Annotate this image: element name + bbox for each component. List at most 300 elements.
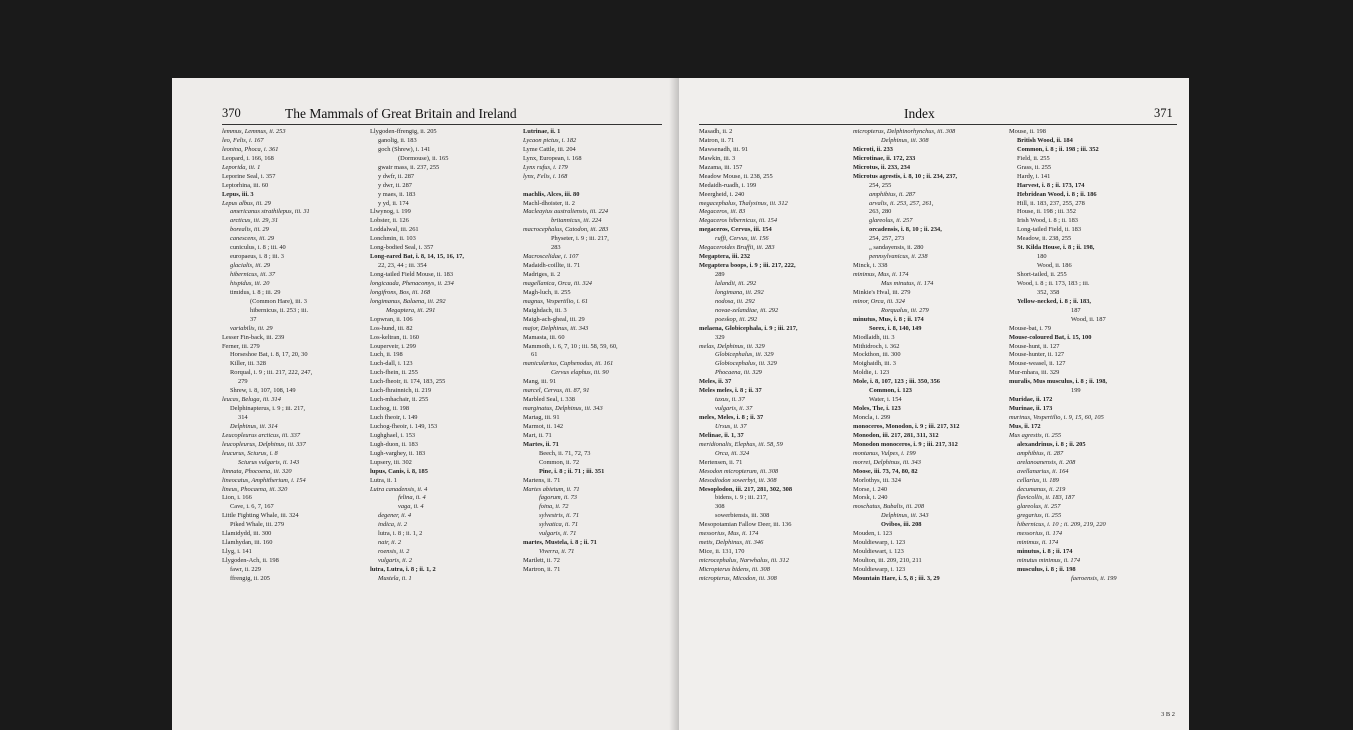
index-entry: Megaptera boops, i. 9 ; iii. 217, 222, <box>699 262 796 270</box>
index-entry: Leopard, i. 166, 168 <box>222 154 274 162</box>
index-entry: decumanus, ii. 219 <box>1017 485 1066 493</box>
left-page <box>172 78 679 730</box>
index-entry: Viverra, ii. 71 <box>539 548 575 556</box>
index-entry: Mouldiewart, i. 123 <box>853 548 904 556</box>
index-entry: longimanus, Balaena, iii. 292 <box>370 297 446 305</box>
index-entry: Lutra canadensis, ii. 4 <box>370 485 428 493</box>
index-entry: Mus, ii. 172 <box>1009 422 1041 430</box>
index-entry: House, ii. 198 ; iii. 352 <box>1017 208 1076 216</box>
index-entry: Lyme Cattle, iii. 204 <box>523 145 576 153</box>
index-entry: Megaptera, iii. 232 <box>699 253 751 261</box>
index-entry: Luchog, ii. 198 <box>370 405 410 413</box>
index-entry: ganolig, ii. 183 <box>378 136 417 144</box>
index-entry: fawr, ii. 229 <box>230 565 261 573</box>
index-entry: 308 <box>715 503 725 511</box>
index-entry: microcephalus, Narwhalus, iii. 312 <box>699 557 789 564</box>
index-entry: Luch-mhachair, ii. 255 <box>370 396 429 404</box>
index-entry: Short-tailed, ii. 255 <box>1017 271 1067 278</box>
index-entry: Louperveir, i. 299 <box>370 342 416 350</box>
index-entry: micropterus, Micodon, iii. 308 <box>699 574 777 582</box>
index-entry: magnus, Vespertilio, i. 61 <box>523 297 588 305</box>
index-entry: Minkie's Hval, iii. 279 <box>853 288 911 296</box>
index-entry: vulgaris, ii. 2 <box>378 557 413 564</box>
index-entry: Moulton, iii. 209, 210, 211 <box>853 557 922 564</box>
index-entry: martes, Mustela, i. 8 ; ii. 71 <box>523 539 597 547</box>
index-entry: Machl-dhoister, ii. 2 <box>523 199 575 207</box>
printer-signature: 3 B 2 <box>1161 711 1175 718</box>
index-entry: Delphinus, iii. 343 <box>881 512 929 520</box>
index-entry: Matron, ii. 71 <box>699 136 735 144</box>
index-entry: Luch-fheoir, ii. 174, 183, 255 <box>370 378 446 386</box>
index-entry: Piked Whale, iii. 279 <box>230 521 285 529</box>
index-entry: Rorqualus, iii. 279 <box>881 306 929 314</box>
index-entry: Mouldiewarp, i. 123 <box>853 565 906 573</box>
index-entry: longimana, iii. 292 <box>715 288 764 296</box>
index-entry: Lynx, European, i. 168 <box>523 154 582 162</box>
index-entry: Mawkin, iii. 3 <box>699 154 736 162</box>
index-entry: Irish Wood, i. 8 ; ii. 183 <box>1017 217 1078 225</box>
index-entry: Common, i. 8 ; ii. 198 ; iii. 352 <box>1017 145 1099 153</box>
index-entry: 329 <box>715 333 725 341</box>
index-column-left-1 <box>222 128 362 584</box>
index-entry: ffrengig, ii. 205 <box>230 574 270 582</box>
right-page <box>679 78 1189 730</box>
index-entry: moschatus, Bubalis, iii. 208 <box>853 503 925 511</box>
index-entry: Mouse-coloured Bat, i. 15, 100 <box>1009 333 1092 341</box>
index-entry: (Common Hare), iii. 3 <box>250 297 307 305</box>
index-entry: Moncla, i. 299 <box>853 414 891 421</box>
index-entry: magellanica, Orca, iii. 324 <box>523 279 592 287</box>
index-entry: Masadh, ii. 2 <box>699 128 733 135</box>
index-entry: minutus, Mus, i. 8 ; ii. 174 <box>853 315 924 323</box>
index-entry: Microti, ii. 233 <box>853 145 893 153</box>
index-entry: gwair mass, ii. 237, 255 <box>378 163 440 171</box>
index-entry: europaeus, i. 8 ; iii. 3 <box>230 253 284 261</box>
index-entry: monoceros, Monodon, i. 9 ; iii. 217, 312 <box>853 422 960 430</box>
index-entry: Martes, ii. 71 <box>523 440 559 448</box>
header-rule-right <box>699 124 1177 125</box>
index-entry: Macleayius australiensis, iii. 224 <box>523 208 609 216</box>
index-entry: glareolus, ii. 257 <box>869 217 913 225</box>
index-entry: novae-zelandiae, iii. 292 <box>715 306 779 314</box>
index-entry: Llwynog, i. 199 <box>370 208 411 216</box>
index-entry: Moighaidh, iii. 3 <box>853 360 896 368</box>
index-entry: hispidus, iii. 20 <box>230 279 270 287</box>
index-entry: Muridae, ii. 172 <box>1009 396 1053 404</box>
index-entry: 254, 257, 273 <box>869 235 905 243</box>
index-entry: Miodlaidh, iii. 3 <box>853 333 895 341</box>
index-entry: Mawsenadh, iii. 91 <box>699 145 748 153</box>
index-entry: sowerbiensis, iii. 308 <box>715 512 770 520</box>
index-entry: Lycaon pictus, i. 182 <box>523 136 577 144</box>
index-entry: foina, ii. 72 <box>539 503 569 511</box>
index-entry: amphibius, ii. 287 <box>1017 449 1064 457</box>
index-entry: felina, ii. 4 <box>398 494 426 502</box>
index-entry: leonina, Phoca, i. 361 <box>222 145 279 153</box>
index-entry: St. Kilda House, i. 8 ; ii. 198, <box>1017 244 1095 252</box>
index-entry: Mustela, ii. 1 <box>378 574 412 582</box>
index-entry: musculus, i. 8 ; ii. 198 <box>1017 565 1076 573</box>
index-entry: Mice, ii. 131, 170 <box>699 548 745 556</box>
index-entry: Llyg, i. 141 <box>222 548 252 556</box>
index-entry: Llamhydan, iii. 160 <box>222 539 273 547</box>
index-entry: Beech, ii. 71, 72, 73 <box>539 449 591 457</box>
running-head-right: Index <box>904 106 935 121</box>
index-entry: Ursus, ii. 37 <box>715 422 747 430</box>
index-entry: minimus, ii. 174 <box>1017 539 1059 547</box>
index-entry: Sorex, i. 8, 140, 149 <box>869 324 922 332</box>
index-entry: Mesodiodon sowerbyi, iii. 308 <box>699 476 777 484</box>
index-entry: Lobster, ii. 126 <box>370 217 409 225</box>
index-entry: timidus, i. 8 ; iii. 29 <box>230 288 281 296</box>
index-entry: Lepus, iii. 3 <box>222 190 254 198</box>
index-entry: „ sandayensis, ii. 280 <box>869 244 924 252</box>
index-entry: Morlothys, iii. 324 <box>853 476 901 484</box>
index-entry: Meergheid, i. 240 <box>699 190 745 198</box>
index-entry: Lutrinae, ii. 1 <box>523 128 561 135</box>
index-entry: 180 <box>1037 253 1047 261</box>
index-entry: amphibius, ii. 287 <box>869 190 916 198</box>
index-entry: leo, Felis, i. 167 <box>222 136 264 144</box>
index-entry: murinus, Vespertilio, i. 9, 15, 60, 105 <box>1009 414 1104 421</box>
index-entry: Llamidydd, iii. 300 <box>222 530 272 538</box>
index-entry: Macroscelidae, i. 107 <box>523 253 579 261</box>
index-entry: Luch-fhein, ii. 255 <box>370 369 418 377</box>
index-entry: y maes, ii. 183 <box>378 190 416 198</box>
index-entry: 283 <box>551 244 561 252</box>
index-entry: arvalis, ii. 253, 257, 261, <box>869 199 934 207</box>
index-entry: Mole, i. 8, 107, 123 ; iii. 350, 356 <box>853 378 940 386</box>
index-entry: Leporida, iii. 1 <box>222 163 261 171</box>
index-entry: Lopwran, ii. 106 <box>370 315 413 323</box>
index-entry: 199 <box>1071 387 1081 395</box>
index-entry: Magh-luch, ii. 255 <box>523 288 571 296</box>
index-entry: Mouse-weasel, ii. 127 <box>1009 360 1066 368</box>
index-entry: Megaceros, iii. 83 <box>699 208 746 216</box>
index-column-right-3 <box>1009 128 1185 584</box>
index-entry: vulgaris, ii. 37 <box>715 405 753 413</box>
index-entry: Monodon monoceros, i. 9 ; iii. 217, 312 <box>853 440 958 448</box>
index-entry: Luchog-fheoir, i. 149, 153 <box>370 422 438 430</box>
index-entry: Hebridean Wood, i. 8 ; ii. 186 <box>1017 190 1097 198</box>
index-entry: Morsk, i. 240 <box>853 494 888 502</box>
index-entry: Lynx rufus, i. 179 <box>523 163 568 171</box>
index-entry: Martes abietum, ii. 71 <box>523 485 580 493</box>
index-entry: Meles, ii. 37 <box>699 378 732 386</box>
index-entry: Pine, i. 8 ; ii. 71 ; iii. 351 <box>539 467 605 475</box>
index-entry: Mesoplodon, iii. 217, 281, 302, 308 <box>699 485 793 493</box>
index-entry: longifrons, Bos, iii. 168 <box>370 288 431 296</box>
index-entry: Mithidroch, i. 362 <box>853 342 900 350</box>
page-number-right: 371 <box>1154 106 1173 120</box>
index-entry: Madaidh-coillte, ii. 71 <box>523 262 581 270</box>
index-entry: pennsylvanicus, ii. 238 <box>869 253 928 261</box>
index-entry: Luch-fhrainnich, ii. 219 <box>370 387 432 395</box>
index-entry: Lesser Fin-back, iii. 239 <box>222 333 285 341</box>
index-entry: Delphinapterus, i. 9 ; iii. 217, <box>230 405 306 413</box>
index-entry: Cervus elaphus, iii. 90 <box>551 369 609 377</box>
page-number-left: 370 <box>222 106 241 120</box>
index-entry: variabilis, iii. 29 <box>230 324 273 332</box>
index-entry: Harvest, i. 8 ; ii. 173, 174 <box>1017 181 1085 189</box>
index-entry: Maighdach, iii. 3 <box>523 306 567 314</box>
index-entry: faeroensis, ii. 199 <box>1071 574 1117 582</box>
index-entry: cuniculus, i. 8 ; iii. 40 <box>230 244 286 252</box>
index-entry: Los-hund, iii. 82 <box>370 324 413 332</box>
index-entry: lalandii, iii. 292 <box>715 279 757 287</box>
header-rule-left <box>222 124 662 125</box>
index-entry: Mertensen, ii. 71 <box>699 458 743 466</box>
index-entry: Mesodon micropterum, iii. 308 <box>699 467 779 475</box>
running-head-left: The Mammals of Great Britain and Ireland <box>285 106 517 121</box>
index-entry: 254, 255 <box>869 181 892 189</box>
index-entry: lineus, Phocaena, iii. 320 <box>222 485 288 493</box>
index-entry: nodosa, iii. 292 <box>715 297 755 305</box>
index-entry: Moose, iii. 73, 74, 80, 82 <box>853 467 918 475</box>
index-entry: Medaidh-ruadh, i. 199 <box>699 181 757 189</box>
index-entry: Orca, iii. 324 <box>715 449 750 457</box>
index-entry: melaena, Globicephala, i. 9 ; iii. 217, <box>699 324 798 332</box>
index-entry: Mouldiewarp, i. 123 <box>853 539 906 547</box>
index-entry: Mouse, ii. 198 <box>1009 128 1046 135</box>
index-entry: Moles, The, i. 123 <box>853 405 901 413</box>
index-entry: Mouse-hunter, ii. 127 <box>1009 351 1065 359</box>
index-entry: leucopleurus, Delphinus, iii. 337 <box>222 440 306 448</box>
index-entry: Cave, i. 6, 7, 167 <box>230 503 274 511</box>
index-entry: Morse, i. 240 <box>853 485 888 493</box>
index-entry: nair, ii. 2 <box>378 539 402 547</box>
index-entry: Horseshoe Bat, i. 8, 17, 20, 30 <box>230 351 308 359</box>
index-entry: Meles meles, i. 8 ; ii. 37 <box>699 387 762 395</box>
index-entry: Mouden, i. 123 <box>853 530 893 538</box>
index-entry: Llygoden-Ach, ii. 198 <box>222 557 279 564</box>
index-entry: minimus, Mus, ii. 174 <box>853 271 909 278</box>
index-entry: marcel, Cervus, iii. 87, 91 <box>523 387 590 395</box>
index-entry: manicularius, Cuphenodus, iii. 161 <box>523 360 614 368</box>
index-entry: Long-tailed Field, ii. 183 <box>1017 226 1082 234</box>
index-entry: Phocaena, iii. 329 <box>715 369 762 377</box>
index-entry: Leptorhina, iii. 60 <box>222 181 269 189</box>
index-entry: bidens, i. 9 ; iii. 217, <box>715 494 768 502</box>
index-entry: Llygoden-ffrengig, ii. 205 <box>370 128 437 135</box>
index-entry: Sciurus vulgaris, ii. 143 <box>238 458 300 466</box>
index-entry: Microtus agrestis, i. 8, 10 ; ii. 234, 237, <box>853 172 958 180</box>
index-entry: flavicollis, ii. 183, 187 <box>1017 494 1075 502</box>
index-entry: sylvestris, ii. 71 <box>539 512 580 520</box>
index-entry: hibernicus, i. 10 ; ii. 209, 219, 220 <box>1017 521 1106 529</box>
index-entry: Mamasta, iii. 60 <box>523 333 565 341</box>
index-entry: Mesopotamian Fallow Deer, iii. 136 <box>699 521 792 529</box>
index-entry: Loddalwal, iii. 261 <box>370 226 419 234</box>
index-entry: micropterus, Delphinorhynchus, iii. 308 <box>853 128 956 135</box>
index-entry: Maigh-ach-gheal, iii. 29 <box>523 315 585 323</box>
index-entry: fagorum, ii. 73 <box>539 494 577 502</box>
index-entry: 352, 358 <box>1037 288 1060 296</box>
index-entry: Megaceroides Bruffii, iii. 283 <box>699 244 775 252</box>
index-entry: marginatus, Delphinus, iii. 343 <box>523 405 603 413</box>
index-entry: Martlett, ii. 72 <box>523 557 560 564</box>
index-entry: Grass, ii. 255 <box>1017 163 1052 171</box>
index-entry: Physeter, i. 9 ; iii. 217, <box>551 235 609 243</box>
index-entry: Hardy, i. 141 <box>1017 172 1051 180</box>
index-entry: degener, ii. 4 <box>378 512 412 520</box>
index-entry: Mus minutus, ii. 174 <box>881 279 934 287</box>
index-entry: leucurus, Sciurus, i. 8 <box>222 449 278 457</box>
index-entry: melas, Delphinus, iii. 329 <box>699 342 765 350</box>
index-entry: Moldie, i. 123 <box>853 369 890 377</box>
index-entry: canescens, iii. 29 <box>230 235 275 243</box>
index-entry: Ovibos, iii. 208 <box>881 521 922 529</box>
index-entry: 263, 280 <box>869 208 892 216</box>
index-entry: hibernicus, ii. 253 ; iii. <box>250 306 309 314</box>
index-entry: Meadow Mouse, ii. 238, 255 <box>699 172 773 180</box>
index-entry: megacephalus, Thalysinus, iii. 312 <box>699 199 788 207</box>
index-entry: Madriges, ii. 2 <box>523 271 561 278</box>
index-entry: Globiocephalus, iii. 329 <box>715 360 777 368</box>
index-entry: major, Delphinus, iii. 343 <box>523 324 589 332</box>
index-entry: meles, Meles, i. 8 ; ii. 37 <box>699 414 764 421</box>
index-entry: 289 <box>715 271 725 278</box>
index-column-left-2 <box>370 128 510 584</box>
index-entry: muralis, Mus musculus, i. 8 ; ii. 198, <box>1009 378 1108 386</box>
index-entry: borealis, iii. 29 <box>230 226 269 234</box>
index-entry: Common, i. 123 <box>869 387 912 395</box>
index-entry: orcadensis, i. 8, 10 ; ii. 234, <box>869 226 942 234</box>
index-entry: Micropterus bidens, iii. 308 <box>699 565 770 573</box>
index-entry: montanus, Vulpes, i. 199 <box>853 449 916 457</box>
index-entry: 187 <box>1071 306 1081 314</box>
index-entry: Leucopleurus arcticus, iii. 337 <box>222 431 301 439</box>
index-entry: Megaceros hibernicus, iii. 154 <box>699 217 778 225</box>
index-entry: minor, Orca, iii. 324 <box>853 297 905 305</box>
index-entry: messorius, ii. 174 <box>1017 530 1063 538</box>
index-entry: glareolus, ii. 257 <box>1017 503 1061 511</box>
index-entry: Water, i. 154 <box>869 396 902 404</box>
index-entry: britannicus, iii. 224 <box>551 217 602 225</box>
index-entry: lutra, i. 8 ; ii. 1, 2 <box>378 530 423 538</box>
index-entry: Melinae, ii. 1, 37 <box>699 431 744 439</box>
index-entry: Mockthon, iii. 300 <box>853 351 901 359</box>
index-entry: Wood, ii. 187 <box>1071 315 1106 323</box>
index-entry <box>523 182 673 191</box>
index-entry: Luch-dall, i. 123 <box>370 360 413 368</box>
index-entry: Killer, iii. 328 <box>230 360 266 368</box>
index-entry: goch (Shrew), i. 141 <box>378 145 431 153</box>
index-entry: lutra, Lutra, i. 8 ; ii. 1, 2 <box>370 565 436 573</box>
index-entry: vulgaris, ii. 71 <box>539 530 577 538</box>
index-entry: Lonchmin, ii. 103 <box>370 235 416 243</box>
index-entry: morrei, Delphinus, iii. 343 <box>853 458 921 466</box>
index-entry: Martron, ii. 71 <box>523 565 561 573</box>
index-entry: y dwr, ii. 287 <box>378 181 413 189</box>
index-entry: Martens, ii. 71 <box>523 476 561 484</box>
index-entry: Mus agrestis, ii. 255 <box>1009 431 1062 439</box>
index-entry: Microtus, ii. 233, 234 <box>853 163 911 171</box>
index-entry: Murinae, ii. 173 <box>1009 405 1053 413</box>
index-entry: Common, ii. 72 <box>539 458 580 466</box>
index-entry: Luch, ii. 198 <box>370 351 403 359</box>
index-entry: Yellow-necked, i. 8 ; ii. 183, <box>1017 297 1092 305</box>
index-entry: 61 <box>531 351 538 359</box>
index-entry: Hill, ii. 183, 237, 255, 278 <box>1017 199 1085 207</box>
index-entry: Marmot, ii. 142 <box>523 422 564 430</box>
index-entry: lemmus, Lemmus, ii. 253 <box>222 128 286 135</box>
index-entry: Los-keltran, ii. 160 <box>370 333 419 341</box>
index-entry: longicauda, Phenacomys, ii. 234 <box>370 279 454 287</box>
index-entry: avellanarius, ii. 164 <box>1017 467 1069 475</box>
index-entry: cellarius, ii. 189 <box>1017 476 1059 484</box>
index-entry: minutus, i. 8 ; ii. 174 <box>1017 548 1073 556</box>
index-entry: arcticus, iii. 29, 31 <box>230 217 279 225</box>
index-entry: taxus, ii. 37 <box>715 396 745 404</box>
index-entry: Wood, ii. 186 <box>1037 262 1072 270</box>
index-entry: Meadow, ii. 238, 255 <box>1017 235 1072 243</box>
index-entry: Lepus albus, iii. 29 <box>222 199 271 207</box>
index-entry: Lugh-varghey, ii. 183 <box>370 449 426 457</box>
index-entry: Monodon, iii. 217, 281, 311, 312 <box>853 431 939 439</box>
index-entry: vaga, ii. 4 <box>398 503 424 511</box>
index-column-right-2 <box>853 128 1015 584</box>
index-entry: Mart, ii. 71 <box>523 431 552 439</box>
index-entry: Lutra, ii. 1 <box>370 476 397 484</box>
index-entry: americanus strathilepus, iii. 31 <box>230 208 310 216</box>
index-entry: Mountain Hare, i. 5, 8 ; iii. 3, 29 <box>853 574 940 582</box>
index-entry: minutus minimus, ii. 174 <box>1017 557 1081 564</box>
index-entry: 22, 23, 44 ; iii. 354 <box>378 262 427 270</box>
index-entry: leucas, Beluga, iii. 314 <box>222 396 281 404</box>
index-entry: Field, ii. 255 <box>1017 154 1050 162</box>
index-entry: hibernicus, iii. 37 <box>230 271 276 278</box>
index-entry: limnata, Phocoena, iii. 320 <box>222 467 292 475</box>
index-entry: glacialis, iii. 29 <box>230 262 271 270</box>
index-entry: Leporine Seal, i. 357 <box>222 172 276 180</box>
index-entry: roensis, ii. 2 <box>378 548 410 556</box>
index-entry: 314 <box>238 414 248 421</box>
index-entry: ruffi, Cervus, iii. 156 <box>715 235 769 243</box>
index-entry: Mouse-bat, i. 79 <box>1009 324 1051 332</box>
index-entry: Mouse-hunt, ii. 127 <box>1009 342 1060 350</box>
index-entry: Luch fheoir, i. 149 <box>370 414 418 421</box>
index-entry: Microtinae, ii. 172, 233 <box>853 154 916 162</box>
index-entry: Shrew, i. 8, 107, 108, 149 <box>230 387 296 395</box>
index-entry: Lion, i. 166 <box>222 494 252 502</box>
index-entry: y yd, ii. 174 <box>378 199 409 207</box>
index-entry: (Dormouse), ii. 165 <box>398 154 449 162</box>
index-entry: alexandrinus, i. 8 ; ii. 205 <box>1017 440 1086 448</box>
index-entry: Lughghael, i. 153 <box>370 431 416 439</box>
index-entry: 279 <box>238 378 248 386</box>
index-entry: meridionalis, Elephas, iii. 58, 59 <box>699 440 783 448</box>
index-entry: megaceros, Cervus, iii. 154 <box>699 226 772 234</box>
index-entry: messorius, Mus, ii. 174 <box>699 530 759 538</box>
index-entry: Martag, iii. 91 <box>523 414 560 421</box>
index-entry: Delphinus, iii. 308 <box>881 136 929 144</box>
index-entry: Lugh-duon, ii. 183 <box>370 440 418 448</box>
index-entry: Mur-mhara, iii. 329 <box>1009 369 1060 377</box>
index-entry: lineocatus, Amphitherium, i. 154 <box>222 476 306 484</box>
index-entry: Minck, i. 338 <box>853 262 888 270</box>
index-entry: Wood, i. 8 ; ii. 173, 183 ; iii. <box>1017 279 1090 287</box>
index-entry: Rorqual, i. 9 ; iii. 217, 222, 247, <box>230 369 313 377</box>
index-entry: British Wood, ii. 184 <box>1017 136 1073 144</box>
index-entry: Long-bodied Seal, i. 357 <box>370 244 434 252</box>
index-entry: Megaptera, iii. 291 <box>386 306 436 314</box>
index-entry: Mang, iii. 91 <box>523 378 557 386</box>
index-entry: Mammoth, i. 6, 7, 10 ; iii. 58, 59, 60, <box>523 342 618 350</box>
index-entry: arelanoanensis, ii. 208 <box>1017 458 1076 466</box>
index-entry: y dwfr, ii. 287 <box>378 172 415 180</box>
index-column-left-3 <box>523 128 673 575</box>
